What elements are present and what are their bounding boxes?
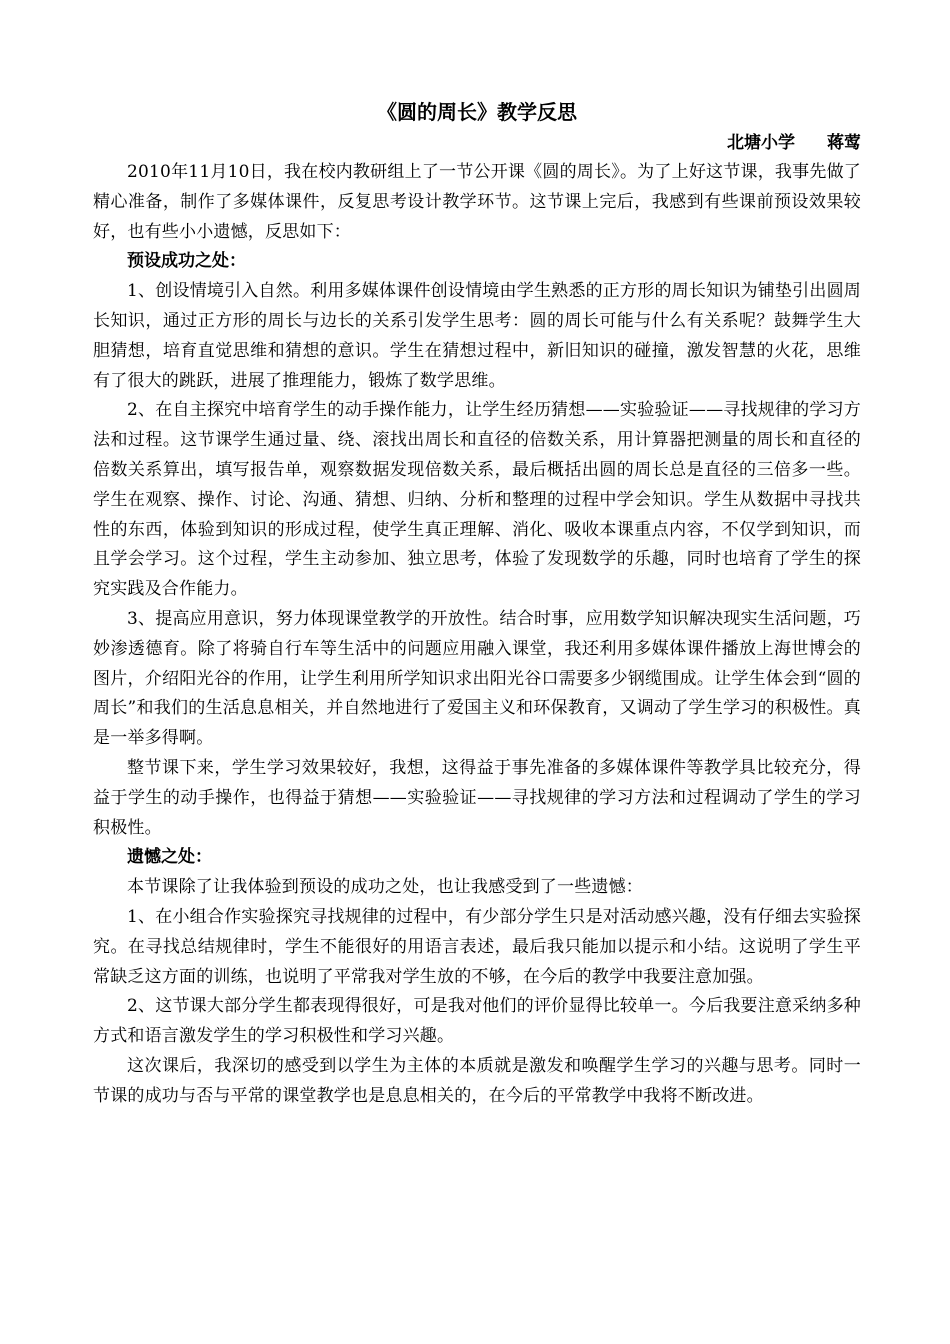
- regret-intro-paragraph: 本节课除了让我体验到预设的成功之处，也让我感受到了一些遗憾：: [127, 877, 643, 898]
- regret-paragraph-2: 2、这节课大部分学生都表现得很好，可是我对他们的评价显得比较单一。今后我要注意采纳多种方式和语言激发学生的学习积极性和学习兴趣。: [93, 996, 861, 1047]
- document-page: [93, 96, 861, 1112]
- success-paragraph-1: 1、创设情境引入自然。利用多媒体课件创设情境由学生熟悉的正方形的周长知识为铺垫引出圆周长知识，通过正方形的周长与边长的关系引发学生思考：圆的周长可能与什么有关系呢？鼓舞学生大胆猜想，培育直觉思维和猜想的意识。学生在猜想过程中，新旧知识的碰撞，激发智慧的火花，思维有了很大的跳跃，进展了推理能力，锻炼了数学思维。: [93, 281, 861, 391]
- school-name: 北塘小学: [727, 133, 795, 153]
- regret-heading: 遗憾之处：: [127, 847, 212, 868]
- regret-paragraph-1: 1、在小组合作实验探究寻找规律的过程中，有少部分学生只是对活动感兴趣，没有仔细去实验探究。在寻找总结规律时，学生不能很好的用语言表述，最后我只能加以提示和小结。这说明了学生平常缺乏这方面的训练，也说明了平常我对学生放的不够，在今后的教学中我要注意加强。: [93, 906, 861, 987]
- author-line: [93, 128, 861, 158]
- document-title: 《圆的周长》教学反思: [377, 100, 577, 124]
- intro-paragraph: 2010年11月10日，我在校内教研组上了一节公开课《圆的周长》。为了上好这节课，我事先做了精心准备，制作了多媒体课件，反复思考设计教学环节。这节课上完后，我感到有些课前预设效果较好，也有些小小遗憾，反思如下：: [93, 162, 861, 242]
- author-name: 蒋莺: [827, 133, 861, 153]
- summary-paragraph: 整节课下来，学生学习效果较好，我想，这得益于事先准备的多媒体课件等教学具比较充分，得益于学生的动手操作，也得益于猜想——实验验证——寻找规律的学习方法和过程调动了学生的学习积极性。: [93, 757, 861, 838]
- success-paragraph-2: 2、在自主探究中培育学生的动手操作能力，让学生经历猜想——实验验证——寻找规律的学习方法和过程。这节课学生通过量、绕、滚找出周长和直径的倍数关系，用计算器把测量的周长和直径的倍数关系算出，填写报告单，观察数据发现倍数关系，最后概括出圆的周长总是直径的三倍多一些。学生在观察、操作、讨论、沟通、猜想、归纳、分析和整理的过程中学会知识。学生从数据中寻找共性的东西，体验到知识的形成过程，使学生真正理解、消化、吸收本课重点内容，不仅学到知识，而且学会学习。这个过程，学生主动参加、独立思考，体验了发现数学的乐趣，同时也培育了学生的探究实践及合作能力。: [93, 400, 861, 600]
- conclusion-paragraph: 这次课后，我深切的感受到以学生为主体的本质就是激发和唤醒学生学习的兴趣与思考。同时一节课的成功与否与平常的课堂教学也是息息相关的，在今后的平常教学中我将不断改进。: [93, 1055, 861, 1106]
- success-heading: 预设成功之处：: [127, 251, 246, 272]
- success-paragraph-3: 3、提高应用意识，努力体现课堂教学的开放性。结合时事，应用数学知识解决现实生活问题，巧妙渗透德育。除了将骑自行车等生活中的问题应用融入课堂，我还利用多媒体课件播放上海世博会的图片，介绍阳光谷的作用，让学生利用所学知识求出阳光谷口需要多少钢缆围成。让学生体会到“圆的周长”和我们的生活息息相关，并自然地进行了爱国主义和环保教育，又调动了学生学习的积极性。真是一举多得啊。: [93, 608, 861, 749]
